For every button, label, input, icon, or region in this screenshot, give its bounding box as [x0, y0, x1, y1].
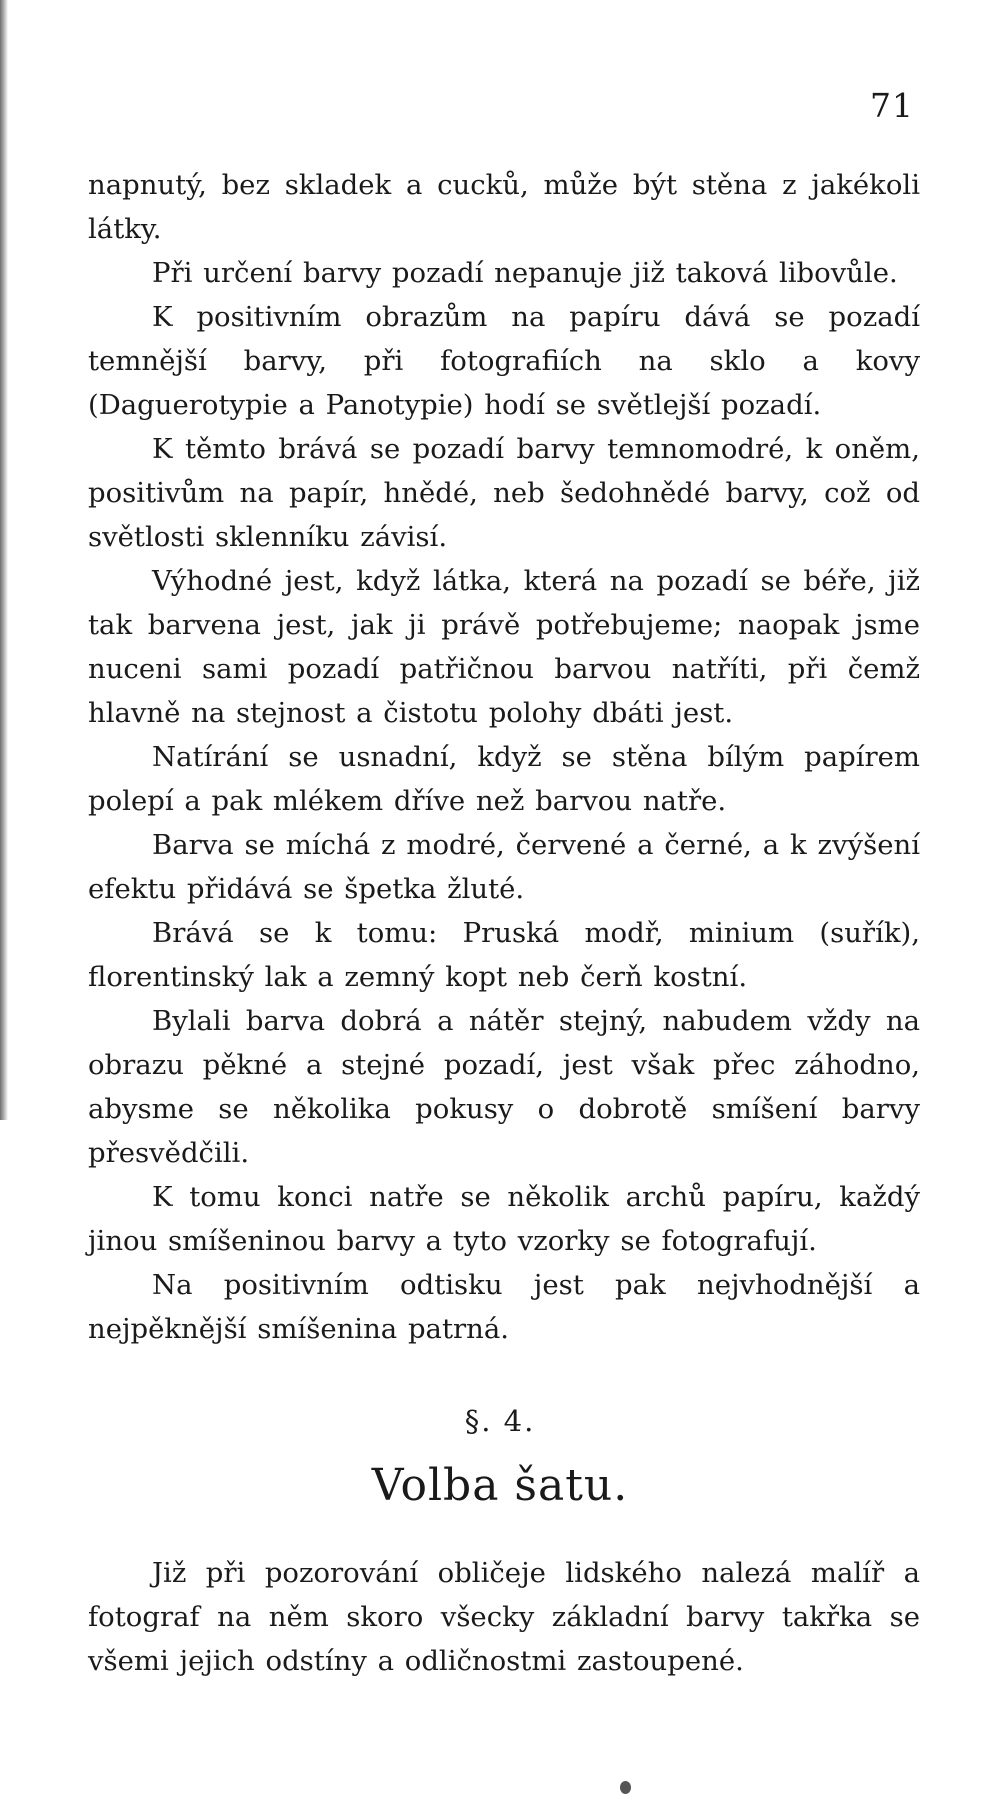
paragraph: Brává se k tomu: Pruská modř, minium (suřík), florentinský lak a zemný kopt neb čerň kostní. [88, 917, 920, 993]
paragraph: Bylali barva dobrá a nátěr stejný, nabudem vždy na obrazu pěkné a stejné pozadí, jest však přec záhodno, abysme se několika pokusy o dobrotě smíšení barvy přesvědčili. [88, 1005, 920, 1169]
paragraph: Výhodné jest, když látka, která na pozadí se béře, již tak barvena jest, jak ji právě potřebujeme; naopak jsme nuceni sami pozadí patřičnou barvou natříti, při čemž hlavně na stejnost a čistotu polohy dbáti jest. [88, 565, 920, 729]
body-text-top [88, 163, 920, 1351]
section-number: §. 4. [464, 1404, 536, 1438]
paragraph: K těmto brává se pozadí barvy temnomodré, k oněm, positivům na papír, hnědé, neb šedohnědé barvy, což od světlosti sklenníku závisí. [88, 433, 920, 553]
paragraph: napnutý, bez skladek a cucků, může být stěna z jakékoli látky. [88, 169, 920, 245]
paragraph: Barva se míchá z modré, červené a černé, a k zvýšení efektu přidává se špetka žluté. [88, 829, 920, 905]
paragraph: Při určení barvy pozadí nepanuje již taková libovůle. [152, 257, 898, 289]
ink-speck [620, 1781, 631, 1794]
paragraph: Již při pozorování obličeje lidského nalezá malíř a fotograf na něm skoro všecky základní barvy takřka se všemi jejich odstíny a odličnostmi zastoupené. [88, 1557, 920, 1677]
paragraph: Na positivním odtisku jest pak nejvhodnější a nejpěknější smíšenina patrná. [88, 1269, 920, 1345]
paragraph: K tomu konci natře se několik archů papíru, každý jinou smíšeninou barvy a tyto vzorky se fotografují. [88, 1181, 920, 1257]
section-title: Volba šatu. [371, 1460, 629, 1511]
body-text-bottom [88, 1551, 920, 1683]
paragraph: K positivním obrazům na papíru dává se pozadí temnější barvy, při fotografiích na sklo a kovy (Daguerotypie a Panotypie) hodí se světlejší pozadí. [88, 301, 920, 421]
paragraph: Natírání se usnadní, když se stěna bílým papírem polepí a pak mlékem dříve než barvou natře. [88, 741, 920, 817]
page-number: 71 [870, 86, 914, 125]
page-edge-shadow [0, 0, 8, 1120]
